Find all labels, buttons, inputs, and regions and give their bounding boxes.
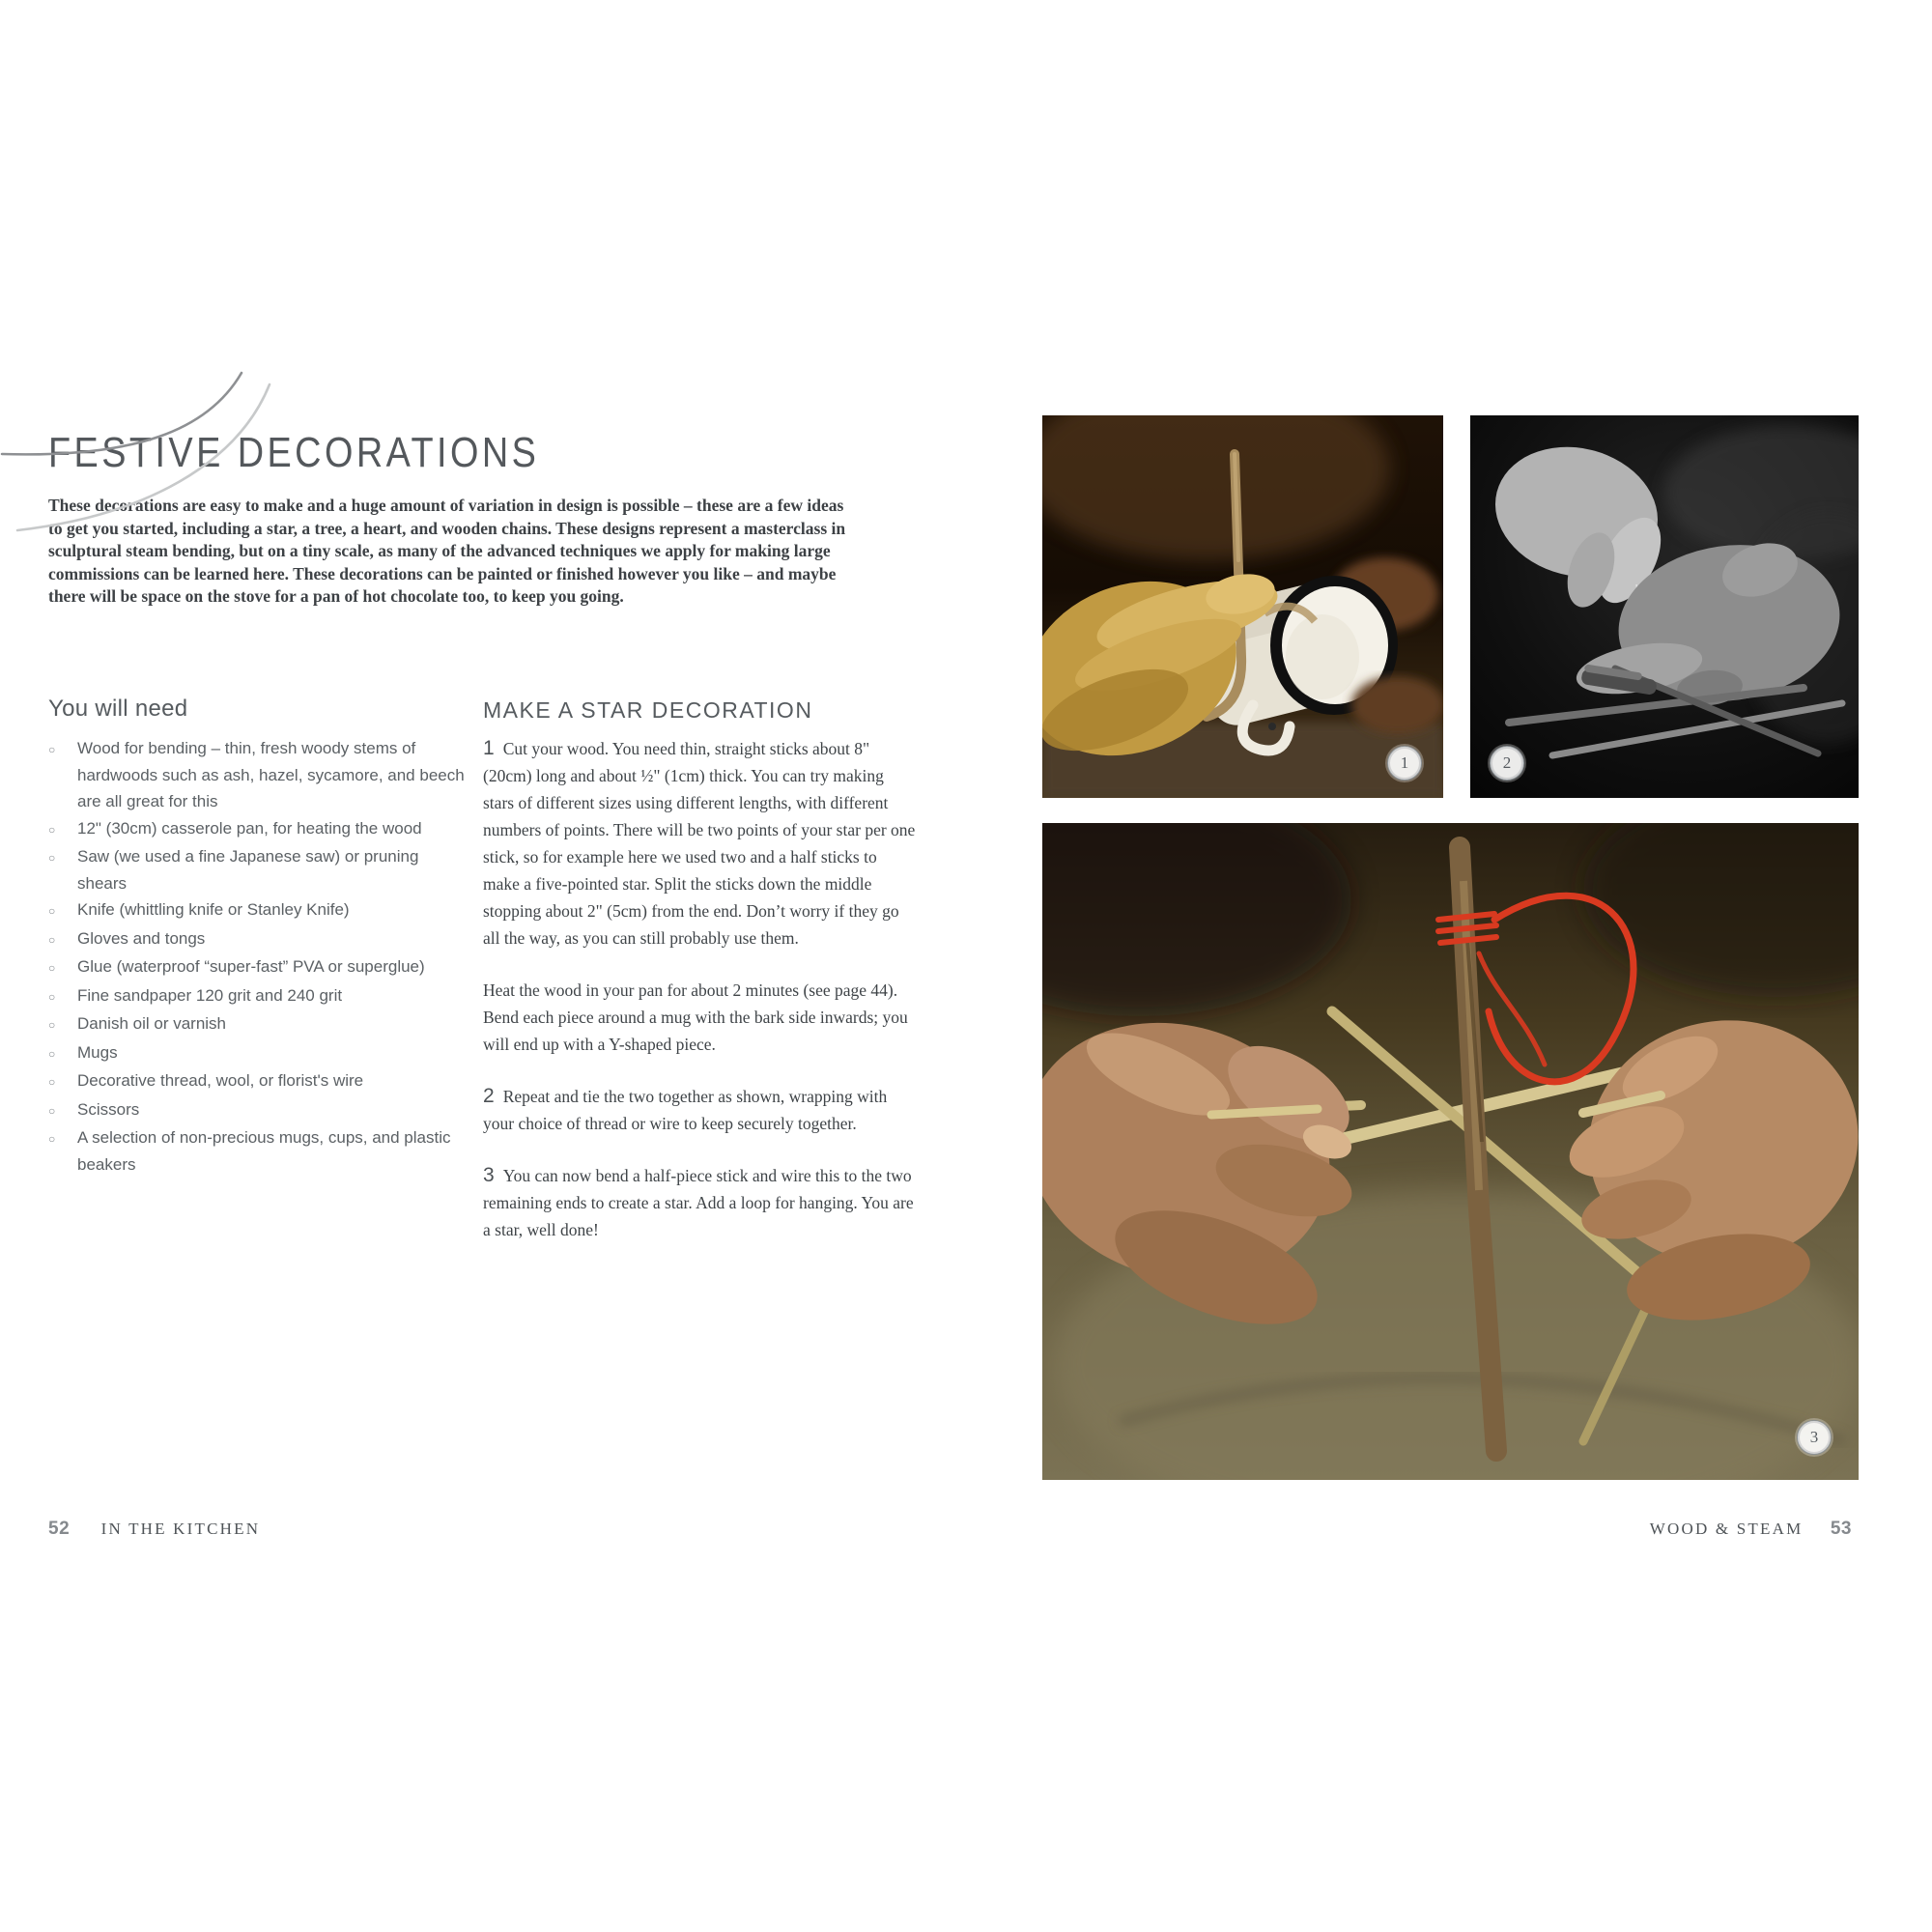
list-item — [48, 1124, 471, 1178]
list-item-text: Mugs — [77, 1042, 118, 1062]
photo-step1-glove-mug — [1042, 415, 1443, 798]
list-item — [48, 1096, 471, 1125]
list-item — [48, 815, 471, 844]
materials-heading: You will need — [48, 696, 188, 722]
step-text: Heat the wood in your pan for about 2 minutes (see page 44). Bend each piece around a mug with the bark side inwards; you will end up with a Y-shaped piece. — [483, 980, 908, 1054]
bullet-icon: ○ — [48, 1075, 56, 1089]
list-item — [48, 1067, 471, 1096]
bullet-icon: ○ — [48, 1103, 56, 1118]
section-name-right: WOOD & STEAM — [1649, 1520, 1804, 1538]
page-number-right: 53 — [1830, 1519, 1852, 1539]
photo-badge: 1 — [1387, 746, 1422, 781]
list-item-text: Knife (whittling knife or Stanley Knife) — [77, 900, 350, 919]
photo-step2-tying-sticks — [1470, 415, 1859, 798]
list-item-text: Saw (we used a fine Japanese saw) or pruning shears — [77, 847, 419, 893]
photo-step3-star-red-thread — [1042, 823, 1859, 1480]
bullet-icon: ○ — [48, 1046, 56, 1061]
list-item-text: Gloves and tongs — [77, 928, 206, 948]
page-title: FESTIVE DECORATIONS — [48, 429, 540, 476]
photo-badge: 2 — [1490, 746, 1524, 781]
list-item — [48, 843, 471, 896]
page-number-left: 52 — [48, 1519, 71, 1539]
bullet-icon: ○ — [48, 851, 56, 865]
list-item-text: Glue (waterproof “super-fast” PVA or superglue) — [77, 957, 425, 976]
photo-step2-illustration — [1470, 415, 1859, 798]
section-name-left: IN THE KITCHEN — [100, 1520, 261, 1538]
step-text: Cut your wood. You need thin, straight sticks about 8" (20cm) long and about ½" (1cm) thick. You can try making stars of different sizes using different lengths, with different numbers of points. There will be two points of your star per one stick, so for example here we used two and a half sticks to make a five-pointed star. Split the sticks down the middle stopping about 2" (5cm) from the end. Don’t worry if they go all the way, as you can still probably use them. — [483, 739, 916, 948]
step-text: You can now bend a half-piece stick and wire this to the two remaining ends to create a star. Add a loop for hanging. You are a star, well done! — [483, 1166, 914, 1239]
materials-section — [48, 696, 471, 1178]
intro-paragraph: These decorations are easy to make and a huge amount of variation in design is possible – these are a few ideas to get you started, including a star, a tree, a heart, and wooden chains. These designs represent a masterclass in sculptural steam bending, but on a tiny scale, as many of the advanced techniques we apply for making large commissions can be learned here. These decorations can be painted or finished however you like – and maybe there will be space on the stove for a pan of hot chocolate too, to keep you going. — [48, 496, 846, 606]
instruction-step — [483, 1083, 916, 1137]
footer-right — [1650, 1519, 1852, 1540]
list-item-text: Fine sandpaper 120 grit and 240 grit — [77, 985, 343, 1005]
instruction-step — [483, 1162, 916, 1243]
instruction-paragraph — [483, 977, 916, 1058]
list-item — [48, 953, 471, 982]
step-number: 1 — [483, 737, 495, 759]
bullet-icon: ○ — [48, 932, 56, 947]
instructions-section — [483, 697, 916, 1268]
list-item — [48, 1010, 471, 1039]
list-item-text: Scissors — [77, 1099, 140, 1119]
list-item-text: Danish oil or varnish — [77, 1014, 227, 1033]
list-item — [48, 735, 471, 815]
instructions-heading: MAKE A STAR DECORATION — [483, 697, 813, 723]
list-item — [48, 982, 471, 1011]
list-item-text: 12" (30cm) casserole pan, for heating the wood — [77, 818, 422, 838]
bullet-icon: ○ — [48, 1018, 56, 1032]
list-item-text: Decorative thread, wool, or florist's wire — [77, 1071, 364, 1090]
list-item-text: A selection of non-precious mugs, cups, and plastic beakers — [77, 1128, 451, 1174]
list-item-text: Wood for bending – thin, fresh woody stems of hardwoods such as ash, hazel, sycamore, and beech are all great for this — [77, 739, 465, 810]
bullet-icon: ○ — [48, 904, 56, 918]
list-item — [48, 925, 471, 954]
list-item — [48, 896, 471, 925]
step-text: Repeat and tie the two together as shown, wrapping with your choice of thread or wire to keep securely together. — [483, 1087, 888, 1133]
photo-step3-illustration — [1042, 823, 1859, 1480]
bullet-icon: ○ — [48, 822, 56, 837]
step-number: 3 — [483, 1164, 495, 1186]
bullet-icon: ○ — [48, 1132, 56, 1146]
step-number: 2 — [483, 1085, 495, 1107]
list-item — [48, 1039, 471, 1068]
bullet-icon: ○ — [48, 961, 56, 975]
photo-badge: 3 — [1797, 1420, 1832, 1455]
bullet-icon: ○ — [48, 989, 56, 1004]
instruction-step — [483, 735, 916, 952]
footer-left — [48, 1519, 260, 1540]
photo-step1-illustration — [1042, 415, 1443, 798]
materials-list — [48, 735, 471, 1178]
bullet-icon: ○ — [48, 743, 56, 756]
